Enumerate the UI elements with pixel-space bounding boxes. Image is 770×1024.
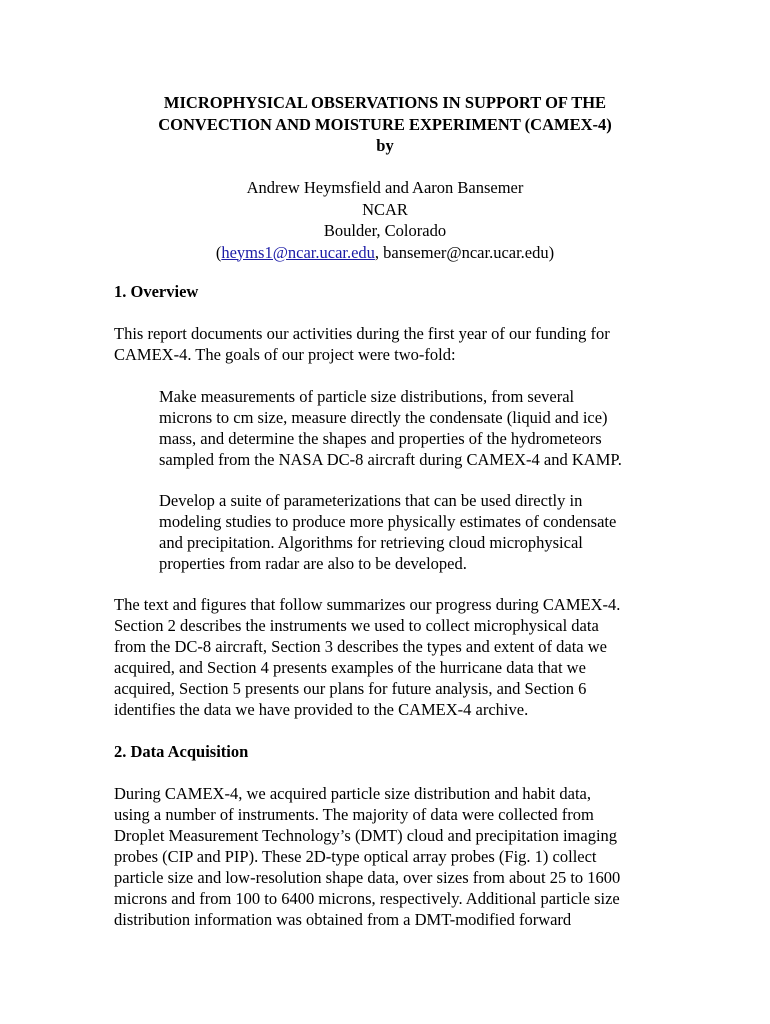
paragraph-line: Develop a suite of parameterizations that can be used directly in	[159, 491, 583, 510]
overview-intro-paragraph	[114, 323, 610, 365]
email-bansemer: bansemer@ncar.ucar.edu	[383, 242, 549, 262]
paragraph-line: mass, and determine the shapes and properties of the hydrometeors	[159, 429, 602, 448]
paragraph-line: Section 2 describes the instruments we used to collect microphysical data	[114, 616, 599, 635]
paragraph-line: probes (CIP and PIP). These 2D-type optical array probes (Fig. 1) collect	[114, 847, 597, 866]
email-close-paren: )	[548, 242, 555, 262]
goal-2-paragraph	[159, 490, 616, 574]
paragraph-line: particle size and low-resolution shape data, over sizes from about 25 to 1600	[114, 868, 621, 887]
section-1-heading: 1. Overview	[114, 282, 199, 301]
paragraph-line: from the DC-8 aircraft, Section 3 describes the types and extent of data we	[114, 637, 607, 656]
title-line-2: CONVECTION AND MOISTURE EXPERIMENT (CAMEX-4)	[158, 114, 612, 134]
paragraph-line: acquired, Section 5 presents our plans for future analysis, and Section 6	[114, 679, 587, 698]
paragraph-line: identifies the data we have provided to the CAMEX-4 archive.	[114, 700, 529, 719]
paragraph-line: and precipitation. Algorithms for retrieving cloud microphysical	[159, 533, 583, 552]
paragraph-line: properties from radar are also to be developed.	[159, 554, 467, 573]
paragraph-line: distribution information was obtained from a DMT-modified forward	[114, 910, 572, 929]
document-title	[0, 92, 770, 157]
email-separator: ,	[374, 242, 384, 262]
summary-paragraph	[114, 594, 620, 720]
paragraph-line: This report documents our activities during the first year of our funding for	[114, 324, 610, 343]
paragraph-line: modeling studies to produce more physically estimates of condensate	[159, 512, 617, 531]
paragraph-line: Make measurements of particle size distributions, from several	[159, 387, 575, 406]
paragraph-line: During CAMEX-4, we acquired particle size distribution and habit data,	[114, 784, 591, 803]
email-open-paren: (	[215, 242, 222, 262]
paragraph-line: The text and figures that follow summarizes our progress during CAMEX-4.	[114, 595, 621, 614]
goal-1-paragraph	[159, 386, 622, 470]
data-acquisition-paragraph	[114, 783, 620, 930]
paragraph-line: acquired, and Section 4 presents examples of the hurricane data that we	[114, 658, 586, 677]
title-line-1: MICROPHYSICAL OBSERVATIONS IN SUPPORT OF THE	[163, 93, 607, 112]
author-emails	[0, 242, 770, 264]
title-by: by	[376, 136, 394, 155]
paragraph-line: microns to cm size, measure directly the condensate (liquid and ice)	[159, 408, 608, 427]
paragraph-line: Droplet Measurement Technology’s (DMT) cloud and precipitation imaging	[114, 826, 618, 845]
author-names: Andrew Heymsfield and Aaron Bansemer	[246, 178, 524, 197]
paragraph-line: microns and from 100 to 6400 microns, respectively. Additional particle size	[114, 889, 620, 908]
paragraph-line: using a number of instruments. The majority of data were collected from	[114, 805, 594, 824]
section-2-heading: 2. Data Acquisition	[114, 742, 249, 761]
author-location: Boulder, Colorado	[323, 221, 447, 240]
author-block	[0, 177, 770, 263]
paragraph-line: CAMEX-4. The goals of our project were two-fold:	[114, 345, 456, 364]
paragraph-line: sampled from the NASA DC-8 aircraft during CAMEX-4 and KAMP.	[159, 450, 622, 469]
email-link-heymsfield[interactable]: heyms1@ncar.ucar.edu	[221, 242, 375, 262]
author-organization: NCAR	[362, 199, 408, 219]
